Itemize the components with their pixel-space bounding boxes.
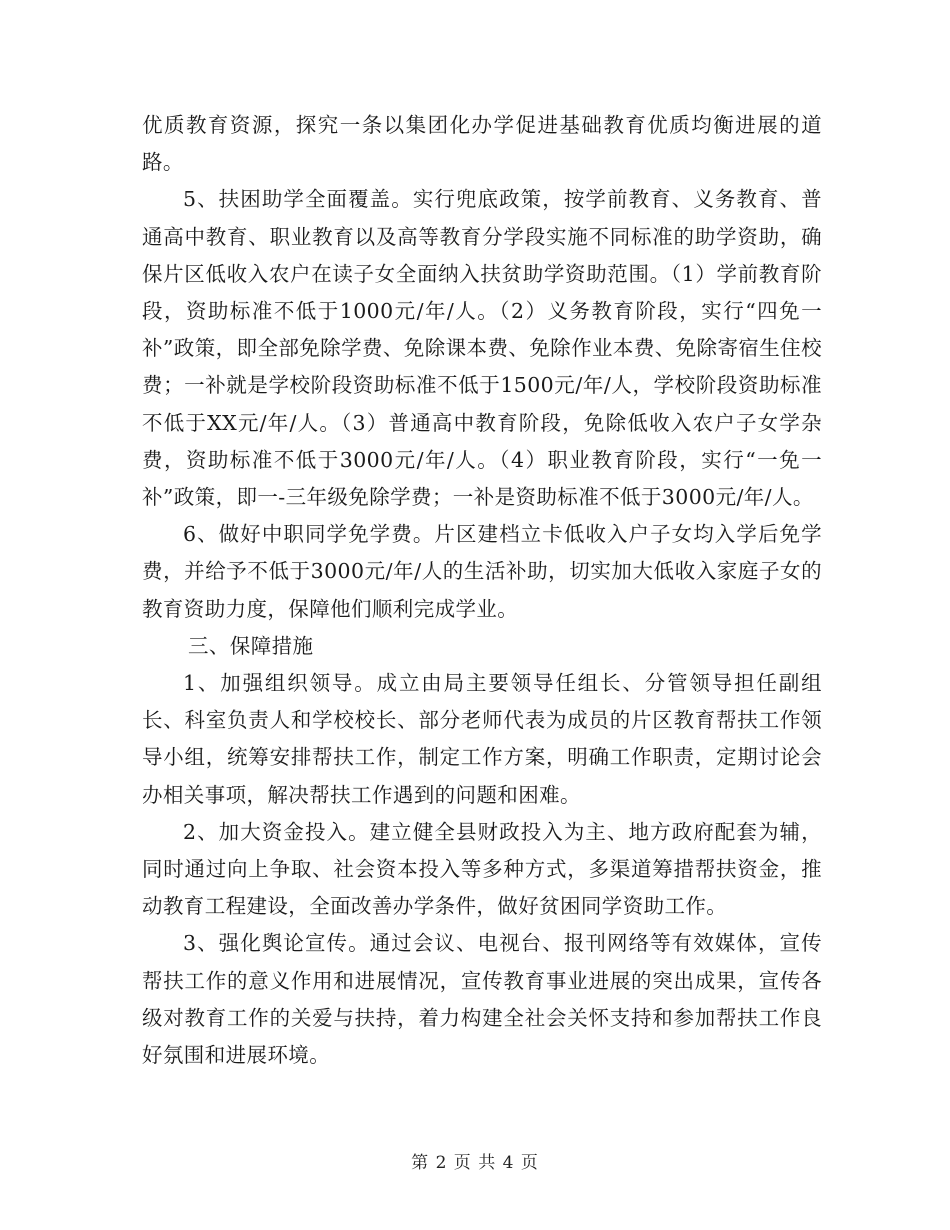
paragraph-vocational-tuition: 6、做好中职同学免学费。片区建档立卡低收入户子女均入学后免学费，并给予不低于3000元/年/人的生活补助，切实加大低收入家庭子女的教育资助力度，保障他们顺利完成学业。	[142, 522, 822, 621]
page-number: 第 2 页 共 4 页	[411, 1153, 539, 1173]
section-heading-safeguards: 三、保障措施	[188, 633, 314, 658]
paragraph-organization-leadership: 1、加强组织领导。成立由局主要领导任组长、分管领导担任副组长、科室负责人和学校校长、部分老师代表为成员的片区教育帮扶工作领导小组，统筹安排帮扶工作，制定工作方案，明确工作职责，定期讨论会办相关事项，解决帮扶工作遇到的问题和困难。	[142, 671, 822, 807]
paragraph-publicity: 3、强化舆论宣传。通过会议、电视台、报刊网络等有效媒体，宣传帮扶工作的意义作用和进展情况，宣传教育事业进展的突出成果，宣传各级对教育工作的关爱与扶持，着力构建全社会关怀支持和参加帮扶工作良好氛围和进展环境。	[142, 931, 822, 1068]
document-body	[142, 107, 822, 1074]
page-footer	[0, 1148, 950, 1173]
paragraph-funding-input: 2、加大资金投入。建立健全县财政投入为主、地方政府配套为辅，同时通过向上争取、社会资本投入等多种方式，多渠道筹措帮扶资金，推动教育工程建设，全面改善办学条件，做好贫困同学资助工作。	[142, 819, 822, 919]
paragraph-poverty-aid: 5、扶困助学全面覆盖。实行兜底政策，按学前教育、义务教育、普通高中教育、职业教育以及高等教育分学段实施不同标准的助学资助，确保片区低收入农户在读子女全面纳入扶贫助学资助范围。（1）学前教育阶段，资助标准不低于1000元/年/人。（2）义务教育阶段，实行“四免一补”政策，即全部免除学费、免除课本费、免除作业本费、免除寄宿生住校费；一补就是学校阶段资助标准不低于1500元/年/人，学校阶段资助标准不低于XX元/年/人。（3）普通高中教育阶段，免除低收入农户子女学杂费，资助标准不低于3000元/年/人。（4）职业教育阶段，实行“一免一补”政策，即一-三年级免除学费；一补是资助标准不低于3000元/年/人。	[142, 187, 822, 510]
paragraph-continuation: 优质教育资源，探究一条以集团化办学促进基础教育优质均衡进展的道路。	[142, 113, 822, 175]
